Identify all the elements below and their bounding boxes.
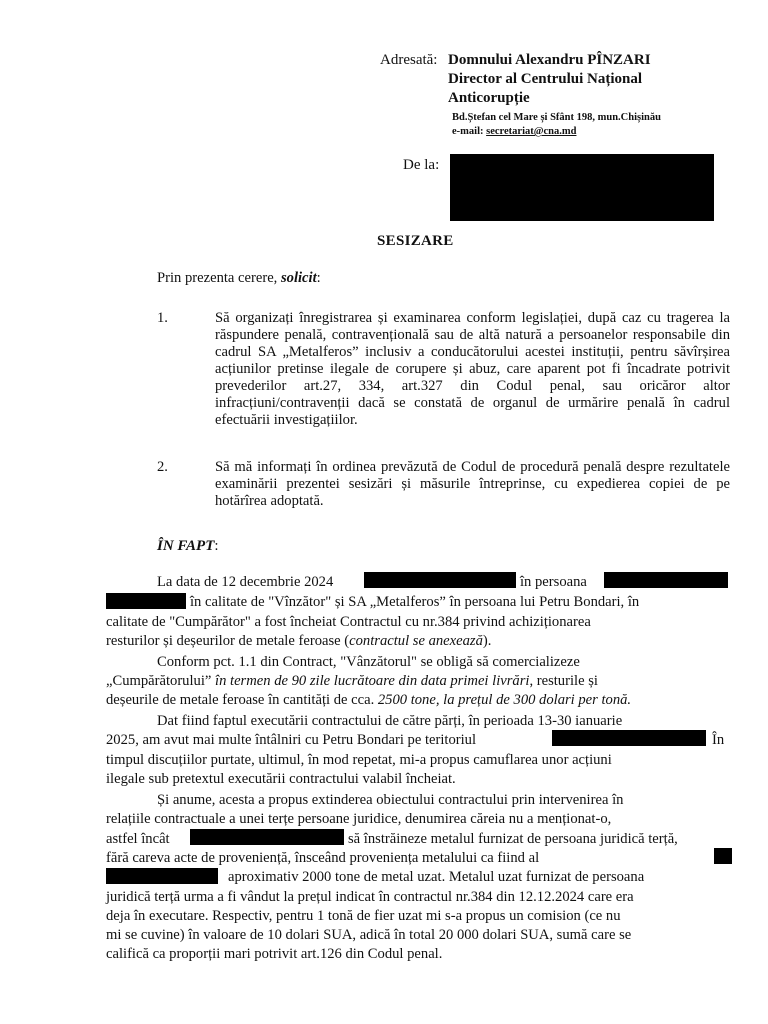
body-p4-line5: aproximativ 2000 tone de metal uzat. Metalul uzat furnizat de persoana (228, 869, 645, 885)
request-number-1: 1. (157, 310, 168, 326)
body-p4-line1: Și anume, acesta a propus extinderea obiectului contractului prin intervenirea în (157, 792, 624, 808)
addressee-address: Bd.Ștefan cel Mare și Sfânt 198, mun.Chișinău (452, 112, 661, 123)
intro-line (157, 270, 321, 287)
email-label: e-mail: (452, 126, 484, 137)
intro-emphasis: solicit (280, 270, 317, 286)
body-p3-line3: timpul discuțiilor purtate, ultimul, în mod repetat, mi-a propus camuflarea unor acțiuni (106, 752, 612, 768)
body-p4-line4: fără careva acte de proveniență, însceând proveniența metalului ca fiind al (106, 850, 540, 866)
body-p4-line2: relațiile contractuale a unei terțe persoane juridice, denumirea căreia nu a menționat-o, (106, 811, 612, 827)
body-p2-line3 (106, 692, 631, 709)
body-p4-line3-b: să înstrăineze metalul furnizat de persoana juridică terță, (348, 831, 678, 847)
redacted-representative-continued (106, 593, 186, 609)
body-p2-line2 (106, 673, 598, 690)
body-p1-line4-a: resturilor și deșeurilor de metale feroase ( (106, 633, 350, 649)
section-colon: : (214, 538, 219, 554)
body-p1-line3: calitate de "Cumpărător" a fost încheiat Contractul cu nr.384 privind achiziționarea (106, 614, 591, 630)
redacted-company-1 (190, 829, 344, 845)
email-link[interactable]: secretariat@cna.md (486, 126, 577, 137)
request-text-2: Să mă informați în ordinea prevăzută de Codul de procedură penală despre rezultatele examinării prezentei sesizări și măsurile întreprinse, cu expedierea copiei de pe hotărîrea adoptată. (215, 459, 730, 509)
body-p2-line2-a: „Cumpărătorului” (106, 673, 212, 689)
body-p4-line6: juridică terță urma a fi vândut la prețul indicat în contractul nr.384 din 12.12.2024 care era (106, 889, 634, 905)
addressee-name: Domnului Alexandru PÎNZARI (448, 52, 651, 68)
intro-text: Prin prezenta cerere, (157, 270, 281, 286)
body-p2-line2-term: în termen de 90 zile lucrătoare din data primei livrări (211, 673, 530, 689)
body-p3-line2-a: 2025, am avut mai multe întâlniri cu Petru Bondari pe teritoriul (106, 732, 477, 748)
body-p2-line1: Conform pct. 1.1 din Contract, "Vânzătorul" se obligă să comercializeze (157, 654, 580, 670)
addressee-label: Adresată: (380, 52, 438, 68)
addressee-email-row (452, 126, 576, 137)
body-p1-line1-b: în persoana (520, 574, 587, 590)
body-p1-line4 (106, 633, 491, 650)
request-number-2: 2. (157, 459, 168, 475)
body-p4-line7: deja în executare. Respectiv, pentru 1 tonă de fier uzat mi s-a propus un comision (ce nu (106, 908, 621, 924)
body-p4-line9: califică ca proporții mari potrivit art.126 din Codul penal. (106, 946, 443, 962)
section-title-row (157, 538, 219, 555)
body-p2-line3-price: 2500 tone, la prețul de 300 dolari per tonă. (377, 692, 632, 708)
redacted-territory (552, 730, 706, 746)
body-p4-line3-a: astfel încât (106, 831, 170, 847)
redacted-company-2-continued (106, 868, 218, 884)
body-p2-line2-c: , resturile și (529, 673, 598, 689)
body-p3-line4: ilegale sub pretextul executării contractului valabil încheiat. (106, 771, 456, 787)
redacted-seller-name (364, 572, 516, 588)
section-title: ÎN FAPT (157, 538, 215, 554)
body-p1-line4-c: ). (482, 633, 492, 649)
addressee-title-line-2: Anticorupție (448, 90, 530, 106)
from-label: De la: (403, 157, 440, 173)
body-p3-line2-b: În (712, 732, 725, 748)
intro-end: : (316, 270, 321, 286)
redacted-company-2 (714, 848, 732, 864)
redacted-sender-block (450, 154, 714, 221)
body-p1-line2: în calitate de "Vînzător" și SA „Metalferos” în persoana lui Petru Bondari, în (190, 594, 640, 610)
document-title: SESIZARE (377, 233, 454, 249)
body-p1-line1-a: La data de 12 decembrie 2024 (157, 574, 334, 590)
redacted-seller-representative (604, 572, 728, 588)
body-p3-line1: Dat fiind faptul executării contractului de către părți, în perioada 13-30 ianuarie (157, 713, 623, 729)
addressee-title-line-1: Director al Centrului Național (448, 71, 643, 87)
request-text-1: Să organizați înregistrarea și examinarea conform legislației, după caz cu tragerea la răspundere penală, contravențională sau de altă natură a persoanelor responsabile din cadrul SA „Metalferos” inclusiv a conducătorului acestei instituții, pentru săvîrșirea acțiunilor pretinse ilegale de corupere și abuz, care aparent pot fi încadrate potrivit prevederilor art.27, 334, art.327 din Codul penal, sau oricăror altor infracțiuni/contravenții dacă se constată de organul de urmărire penală în cadrul efectuării investigațiilor. (215, 310, 730, 428)
body-p1-line4-annex: contractul se anexează (349, 633, 483, 649)
body-p4-line8: mi se cuvine) în valoare de 10 dolari SUA, adică în total 20 000 dolari SUA, sumă care se (106, 927, 632, 943)
body-p2-line3-a: deșeurile de metale feroase în cantități de cca. (106, 692, 378, 708)
